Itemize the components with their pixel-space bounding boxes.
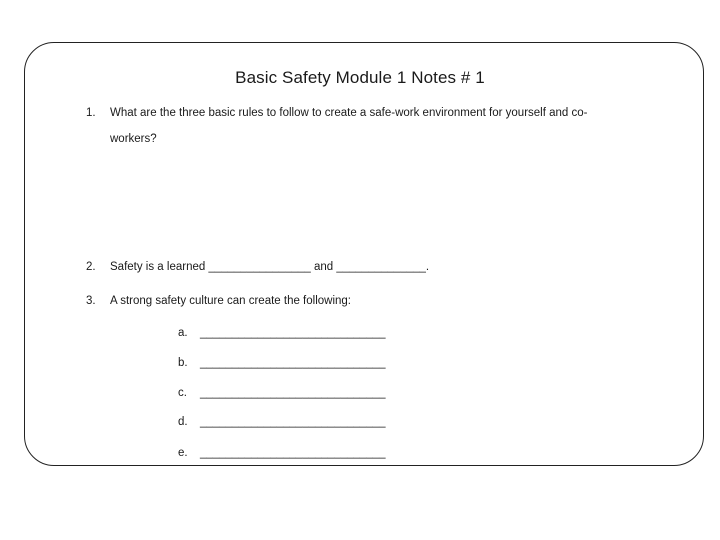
answer-blank: _____________________________: [200, 327, 386, 339]
question-number: 1.: [86, 107, 96, 119]
question-number: 2.: [86, 261, 96, 273]
item-letter: c.: [178, 387, 187, 399]
page-title: Basic Safety Module 1 Notes # 1: [235, 68, 485, 87]
answer-blank: _____________________________: [200, 387, 386, 399]
answer-blank: _____________________________: [200, 416, 386, 428]
question-number: 3.: [86, 295, 96, 307]
question-text: A strong safety culture can create the following:: [110, 295, 351, 307]
item-letter: e.: [178, 447, 188, 459]
answer-blank: _____________________________: [200, 447, 386, 459]
answer-blank: _____________________________: [200, 357, 386, 369]
item-letter: b.: [178, 357, 188, 369]
question-text: What are the three basic rules to follow to create a safe-work environment for yourself and co-workers?: [110, 107, 588, 145]
item-letter: a.: [178, 327, 188, 339]
item-letter: d.: [178, 416, 188, 428]
question-text: Safety is a learned ________________ and ______________.: [110, 261, 430, 273]
